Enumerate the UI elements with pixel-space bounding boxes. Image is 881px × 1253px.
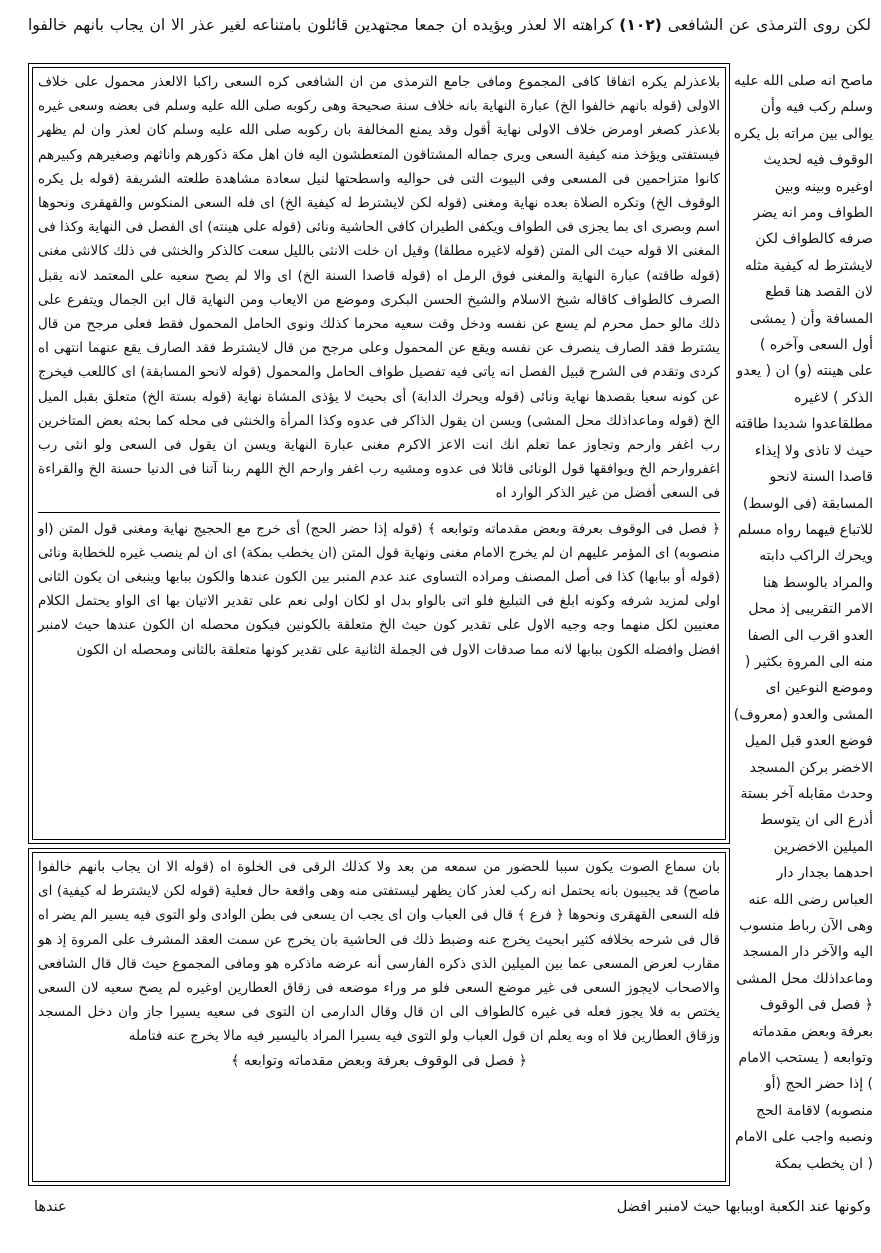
page-header (28, 14, 871, 60)
main-text: ماصح انه صلى الله عليه وسلم ركب فيه وأن يوالى بين مراته بل يكره الوقوف فيه لحديث اوغيره وبينه وبين الطواف ومر انه يضر صرفه كالطواف لكن لايشترط له كيفية مثله لان القصد هنا قطع المسافة وأن ( يمشى أول السعى وآخره ) على هينته (و) ان ( يعدو الذكر ) لاغيره مطلقاعدوا شديدا طاقته حيث لا تاذى ولا إيذاء قاصدا السنة لانحو المسابقة (فى الوسط) للاتباع فيهما رواه مسلم ويحرك الراكب دابته والمراد بالوسط هنا الامر التقريبى إذ محل العدو اقرب الى الصفا منه الى المروة بكثير ( وموضع النوعين اى المشى والعدو (معروف) فوضع العدو قبل الميل الاخضر بركن المسجد وحدث مقابله آخر بستة أذرع الى ان يتوسط الميلين الاخضرين احدهما بجدار دار العباس رضى الله عنه وهى الآن رباط منسوب اليه والآخر دار المسجد وماعداذلك محل المشى ﴿ فصل فى الوقوف بعرفة وبعض مقدماته وتوابعه ( يستحب الامام ) إذا حضر الحج (أو منصوبه) لاقامة الحج ونصبه واجب على الامام ( ان يخطب بمكة (733, 73, 873, 1172)
commentary-paragraph: بلاعذرلم يكره اتفاقا كافى المجموع ومافى جامع الترمذى من ان الشافعى كره السعى راكبا الالعذر محمول على خلاف الاولى (قوله بانهم خالفوا الخ) عبارة النهاية بانه خلاف سنة صحيحة وهى ركوبه صلى الله عليه وسلم فى بعضه وسعى غيره بلاعذر كصغر اومرض خلاف الاولى نهاية أقول وقد يمنع المخالفة بان ركوبه صلى الله عليه وسلم كان لعذر وان لم يظهر فيستفتى ويؤخذ منه كيفية السعى ويرى جماله المشتاقون المتعطشون اليه فان اهل مكة ذكورهم واناثهم وصغيرهم وكبيرهم كانوا متزاحمين فى المسعى وفى البيوت التى فى حواليه واسطحتها لنيل سعادة مشاهدة طلعته الشريفة (قوله بل يكره الوقوف الخ) وتكره الصلاة بعده نهاية ومغنى (قوله لكن لايشترط له كيفية الخ) اى فله السعى المنكوس والقهقرى ونحوها اسم وبصرى اى بما يجزى فى الطواف ويكفى الطيران كافى الحاشية ونائى (قوله على هينته) اى الفصل فى النهاية وكذا فى المغنى الا قوله حيث الى المتن (قوله لاغيره مطلقا) وقيل ان خلت الانثى بالليل سعت كالذكر والخنثى فى ذلك كالانثى مغنى (قوله طاقته) عبارة النهاية والمغنى فوق الرمل اه (قوله قاصدا السنة الخ) اى والا لم يصح سعيه على المعتمد لانه يقبل الصرف كالطواف كاقاله شيخ الاسلام والشيخ الحسن البكرى وموضع من الايعاب ومن النهاية قال ابن الجمال ويتفرع على ذلك مالو حمل محرم لم يسع عن نفسه ودخل وقت سعيه محرما كذلك ونوى الحامل المحمول فقط فعلى مرجح من قال يشترط فقد الصارف ينصرف عن نفسه ويقع عن المحمول وعلى مرجح من قال لايشترط فقد الصارف يقع عنهما انتهى اه كردى وتقدم فى الشرح قبيل الفصل انه ياتى فيه تفصيل طواف الحامل والمحمول (قوله لانحو المسابقة) اى كاللعب فيخرج عن كونه سعيا بقصدها نهاية ونائى (قوله ويحرك الدابة) أى بحيث لا يؤذى المشاة نهاية (قوله بستة الخ) متعلق بقبل الميل الخ (قوله وماعداذلك محل المشى) ويسن ان يقول الذاكر فى عدوه وكذا المرأة والخنثى فى محله كما بحثه بعض المتاخرين رب اغفر وارحم وتجاوز عما تعلم انك انت الاعز الاكرم مغنى عبارة النهاية ويسن ان يقول فى السعى ولو انثى رب اغفروارحم الخ ويوافقها قول الونائى قائلا فى عدوه ومشيه رب اغفر وارحم الخ اللهم ربنا آتنا فى الدنيا حسنة الخ والقراءة فى السعى أفضل من غير الذكر الوارد اه (38, 74, 720, 502)
header-text-before: لكن روى الترمذى عن الشافعى (667, 16, 871, 34)
commentary-frame-top (28, 63, 730, 844)
page-number: (١٠٢) (619, 16, 662, 34)
page-footer (28, 1193, 871, 1231)
commentary-frame-bottom-inner (32, 852, 726, 1182)
paragraph-divider (38, 512, 720, 513)
footer-last-line: وكونها عند الكعبة اوببابها حيث لامنبر افضل (616, 1199, 871, 1215)
section-heading: ﴿ فصل فى الوقوف بعرفة وبعض مقدماته وتوابعه ﴾ (231, 1052, 527, 1069)
commentary-frame-top-inner (32, 67, 726, 840)
header-text-after: كراهته الا لعذر ويؤيده ان جمعا مجتهدين قائلون بامتناعه لغير عذر الا ان يجاب بانهم خالفوا (28, 16, 614, 34)
commentary-frame-bottom (28, 848, 730, 1186)
catchword: عندها (34, 1199, 67, 1215)
commentary-paragraph: بان سماع الصوت يكون سببا للحضور من سمعه من بعد ولا كذلك الرقى فى الخلوة اه (قوله الا ان يجاب بانهم خالفوا ماصح) قد يجيبون بانه يحتمل انه ركب لعذر كان يظهر ليستفتى منه وهى واقعة حال فعلية (قوله لكن لايشترط له كيفية) اى فله السعى القهقرى ونحوها ﴿ فرع ﴾ قال فى العباب وان اى يجب ان يسعى فى بطن الوادى ولو التوى فيه يسير الم يضر اه قال فى شرحه بخلافه كثير ابحيث يخرج عنه وضبط ذلك فى الحاشية بان يخرج عن سمت العقد المشرف على المروة إذ هو مقارب لعرض المسعى عما بين الميلين الذى ذكره الفارسى أنه عرضه ماذكره هو ومافى المجموع حيث قال قال الشافعى والاصحاب لايجوز السعى فى غير موضع السعى فلو مر وراء موضعه فى زقاق العطارين اوغيره لم يصح سعيه لان السعى يختص به فلا يجوز فعله فى غيره كالطواف الى ان قال وقال الدارمى ان التوى فى سعيه يسيرا جاز وان دخل المسجد وزقاق العطارين فلا اه وبه يعلم ان قول العباب ولو التوى فيه يسيرا المراد باليسير فيه مالا يخرج عنه فتامله (38, 859, 720, 1045)
main-text-column (733, 68, 873, 1228)
commentary-paragraph: ﴿ فصل فى الوقوف بعرفة وبعض مقدماته وتوابعه ﴾ (قوله إذا حضر الحج) أى خرج مع الحجيج نهاية ومغنى قول المتن (او منصوبه) اى المؤمر عليهم ان لم يخرج الامام مغنى ونهاية قول المتن (ان يخطب بمكة) اى ان لم ينصب غيره للخطابة ونائى (قوله أو ببابها) كذا فى أصل المصنف ومراده التساوى عند عدم المنبر بين الكون عندها والكون ببابها وينبغى ان يكون الثانى اولى لمزيد شرفه وكونه ابلغ فى التبليغ فلو اتى بالواو بدل او لكان اولى نعم على تقدير الاتيان بها اى الواو يحتمل الكلام معنيين لكل منهما وجه وجيه الاول على تقدير كون حيث الخ متعلقة بالكونين فيكون محصله ان الكون عندها حيث لامنبر افضل وافضله الكون ببابها لانه مما صدقات الاول فى الجملة الثانية على تقدير كونها متعلقة بالثانى ومحصله ان الكون (38, 520, 720, 658)
